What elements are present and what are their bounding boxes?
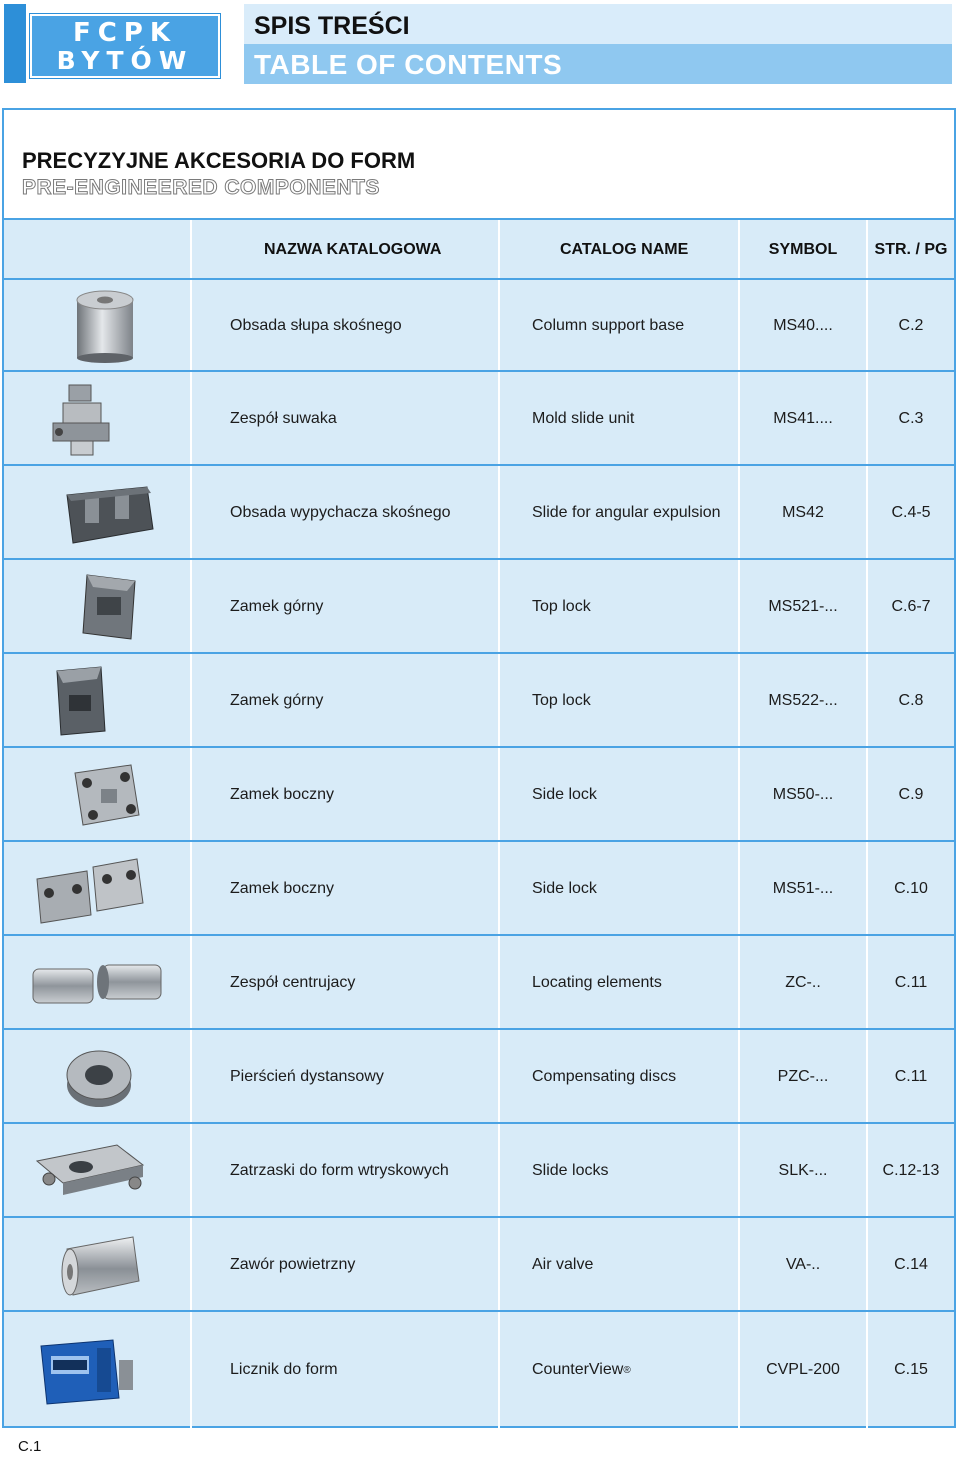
- row-name-en: Air valve: [532, 1256, 594, 1273]
- row-page[interactable]: C.9: [898, 786, 924, 803]
- table-row[interactable]: [4, 1216, 954, 1312]
- table-row[interactable]: [4, 1028, 954, 1124]
- row-page[interactable]: C.2: [898, 317, 924, 334]
- row-name-pl: Zespół centrujacy: [230, 974, 356, 991]
- table-row[interactable]: [4, 464, 954, 560]
- header-symbol: SYMBOL: [768, 241, 838, 258]
- table-row[interactable]: [4, 558, 954, 654]
- logo-line-2: BYTÓW: [56, 46, 194, 75]
- row-page[interactable]: C.15: [894, 1361, 928, 1378]
- logo-line-1: FCPK: [72, 18, 178, 48]
- row-symbol: ZC-..: [785, 974, 821, 991]
- disc-icon: [27, 1037, 167, 1117]
- row-name-en: [500, 1312, 738, 1428]
- header-name-pl: NAZWA KATALOGOWA: [264, 241, 442, 258]
- row-page[interactable]: C.8: [898, 692, 924, 709]
- table-row[interactable]: [4, 840, 954, 936]
- row-name-en: Mold slide unit: [532, 410, 635, 427]
- row-symbol: MS521-...: [768, 598, 838, 615]
- fcpk-logo: [30, 14, 220, 78]
- counter-icon: [27, 1330, 167, 1410]
- row-name-pl: Obsada słupa skośnego: [230, 317, 402, 334]
- header-accent-bar: [4, 4, 26, 83]
- contents-table: [4, 218, 954, 1426]
- slide-unit-icon: [27, 379, 167, 459]
- cylinder-icon: [27, 286, 167, 366]
- row-page[interactable]: C.6-7: [891, 598, 931, 615]
- row-symbol: VA-..: [785, 1256, 821, 1273]
- row-symbol: MS41....: [773, 410, 833, 427]
- row-symbol: MS522-...: [768, 692, 838, 709]
- locating-elements-icon: [27, 943, 167, 1023]
- side-lock-icon: [27, 755, 167, 835]
- row-name-en: Compensating discs: [532, 1068, 677, 1085]
- row-name-pl: Zamek górny: [230, 692, 324, 709]
- row-symbol: MS51-...: [772, 880, 834, 897]
- row-name-pl: Licznik do form: [230, 1361, 338, 1378]
- row-symbol: PZC-...: [777, 1068, 829, 1085]
- table-row[interactable]: [4, 652, 954, 748]
- row-name-pl: Zamek boczny: [230, 786, 335, 803]
- header-title-en-band: [244, 44, 952, 84]
- section-title-en: PRE-ENGINEERED COMPONENTS: [22, 176, 380, 199]
- table-row[interactable]: [4, 1310, 954, 1428]
- angular-slide-icon: [27, 473, 167, 553]
- top-lock-icon: [27, 567, 167, 647]
- registered-mark: ®: [623, 1364, 631, 1376]
- row-name-pl: Zamek boczny: [230, 880, 335, 897]
- row-name-en: Locating elements: [532, 974, 662, 991]
- table-header-row: [4, 218, 954, 280]
- row-page[interactable]: C.11: [894, 1068, 928, 1085]
- row-symbol: CVPL-200: [766, 1361, 840, 1378]
- row-symbol: MS40....: [773, 317, 833, 334]
- row-page[interactable]: C.3: [898, 410, 924, 427]
- row-name-en: Side lock: [532, 786, 597, 803]
- section-title-pl: PRECYZYJNE AKCESORIA DO FORM: [22, 148, 416, 173]
- row-name-en: Slide for angular expulsion: [532, 504, 721, 521]
- row-name-pl: Pierścień dystansowy: [230, 1068, 384, 1085]
- row-name-en-text: CounterView: [532, 1361, 624, 1378]
- row-name-pl: Zamek górny: [230, 598, 324, 615]
- slide-lock-icon: [27, 1131, 167, 1211]
- row-name-en: Top lock: [532, 598, 591, 615]
- table-row[interactable]: [4, 934, 954, 1030]
- row-name-en: Column support base: [532, 317, 685, 334]
- row-name-en: Top lock: [532, 692, 591, 709]
- row-page[interactable]: C.14: [894, 1256, 928, 1273]
- row-symbol: MS42: [782, 504, 824, 521]
- row-symbol: MS50-...: [772, 786, 834, 803]
- row-name-en: Side lock: [532, 880, 597, 897]
- contents-panel: [2, 108, 956, 1428]
- row-name-pl: Zatrzaski do form wtryskowych: [230, 1162, 449, 1179]
- row-page[interactable]: C.12-13: [882, 1162, 940, 1179]
- row-page[interactable]: C.10: [894, 880, 928, 897]
- table-row[interactable]: [4, 1122, 954, 1218]
- top-lock-icon: [27, 661, 167, 741]
- row-symbol: SLK-...: [778, 1162, 828, 1179]
- page-title-pl: SPIS TREŚCI: [254, 12, 410, 40]
- header-name-en: CATALOG NAME: [560, 241, 689, 258]
- row-name-en: Slide locks: [532, 1162, 609, 1179]
- row-page[interactable]: C.4-5: [891, 504, 931, 521]
- header-page: STR. / PG: [874, 241, 948, 258]
- page-number: C.1: [18, 1438, 42, 1455]
- row-page[interactable]: C.11: [894, 974, 928, 991]
- row-name-pl: Obsada wypychacza skośnego: [230, 504, 451, 521]
- row-name-pl: Zawór powietrzny: [230, 1256, 356, 1273]
- air-valve-icon: [27, 1225, 167, 1305]
- header-image-cell: [4, 220, 190, 280]
- header-title-pl-band: [244, 4, 952, 44]
- table-row[interactable]: [4, 370, 954, 466]
- row-name-pl: Zespół suwaka: [230, 410, 337, 427]
- table-row[interactable]: [4, 278, 954, 372]
- table-row[interactable]: [4, 746, 954, 842]
- side-lock-icon: [27, 849, 167, 929]
- page-title-en: TABLE OF CONTENTS: [254, 49, 563, 80]
